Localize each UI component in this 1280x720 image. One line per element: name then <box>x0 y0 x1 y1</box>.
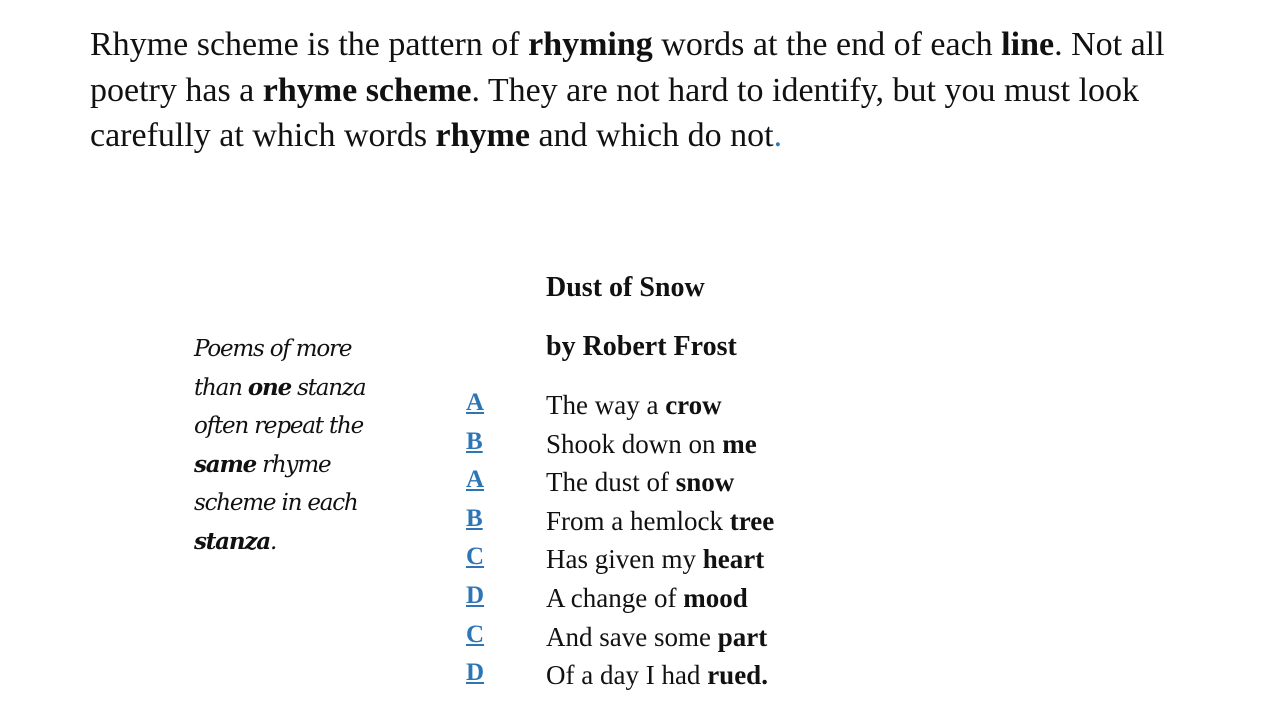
line-end-word: mood <box>683 582 748 613</box>
note-bold-same: same <box>194 450 257 478</box>
note-bold-one: one <box>247 373 292 401</box>
intro-text: Rhyme scheme is the pattern of <box>90 26 529 63</box>
poem-line <box>546 618 774 657</box>
line-end-word: snow <box>675 467 735 498</box>
line-text: The dust of <box>546 467 676 498</box>
line-end-word: part <box>717 621 768 652</box>
line-text: And save some <box>546 621 718 652</box>
poem-line <box>546 540 774 579</box>
line-end-word: me <box>722 428 757 459</box>
scheme-item <box>466 384 484 423</box>
intro-text: . They are not hard to identify, but you must look carefully at which words <box>90 71 1140 154</box>
scheme-item <box>466 538 484 577</box>
scheme-item <box>466 500 484 539</box>
scheme-link[interactable]: A <box>466 466 485 494</box>
poem-line <box>546 502 774 541</box>
line-text: A change of <box>546 582 684 613</box>
poem-title: Dust of Snow <box>546 272 705 303</box>
intro-bold-rhyme: rhyme <box>435 117 530 154</box>
line-end-word: tree <box>729 505 775 536</box>
scheme-item <box>466 616 484 655</box>
line-text: Has given my <box>546 544 703 575</box>
line-text: The way a <box>546 390 666 420</box>
note-text: . <box>269 528 277 555</box>
intro-period: . <box>773 117 783 154</box>
side-note <box>194 330 394 562</box>
scheme-item <box>466 654 484 693</box>
scheme-link[interactable]: C <box>466 543 485 571</box>
note-text: stanza often repeat the <box>194 374 366 440</box>
scheme-link[interactable]: A <box>466 389 485 416</box>
scheme-link[interactable]: B <box>466 427 483 455</box>
scheme-item <box>466 577 484 616</box>
poem-line <box>546 386 774 425</box>
line-text: Of a day I had <box>546 660 708 691</box>
line-end-word: crow <box>665 390 722 420</box>
scheme-link[interactable]: C <box>466 620 485 648</box>
poem-line <box>546 463 774 502</box>
intro-bold-rhyme-scheme: rhyme scheme <box>262 71 472 109</box>
poem-body <box>546 386 774 695</box>
intro-bold-rhyming: rhyming <box>528 26 653 63</box>
intro-text: and which do not <box>529 117 774 154</box>
poem-line <box>546 425 774 464</box>
intro-bold-line: line <box>1001 26 1055 63</box>
scheme-link[interactable]: B <box>466 504 483 532</box>
line-text: Shook down on <box>546 428 723 459</box>
intro-paragraph <box>90 22 1170 159</box>
poem-author: by Robert Frost <box>546 331 737 362</box>
line-end-word: heart <box>702 544 765 575</box>
scheme-link[interactable]: D <box>466 581 485 609</box>
rhyme-scheme-list <box>466 384 484 693</box>
scheme-link[interactable]: D <box>466 659 485 687</box>
line-end-word: rued. <box>707 660 768 691</box>
scheme-item <box>466 423 484 462</box>
note-text: Poems of more than <box>194 336 352 401</box>
poem-line <box>546 579 774 618</box>
note-text: rhyme scheme in each <box>194 451 358 517</box>
line-text: From a hemlock <box>546 505 730 536</box>
intro-text: . Not all poetry has a <box>90 26 1165 109</box>
scheme-item <box>466 461 484 500</box>
intro-text: words at the end of each <box>652 26 1002 63</box>
note-bold-stanza: stanza <box>194 527 270 555</box>
poem-line <box>546 656 774 695</box>
